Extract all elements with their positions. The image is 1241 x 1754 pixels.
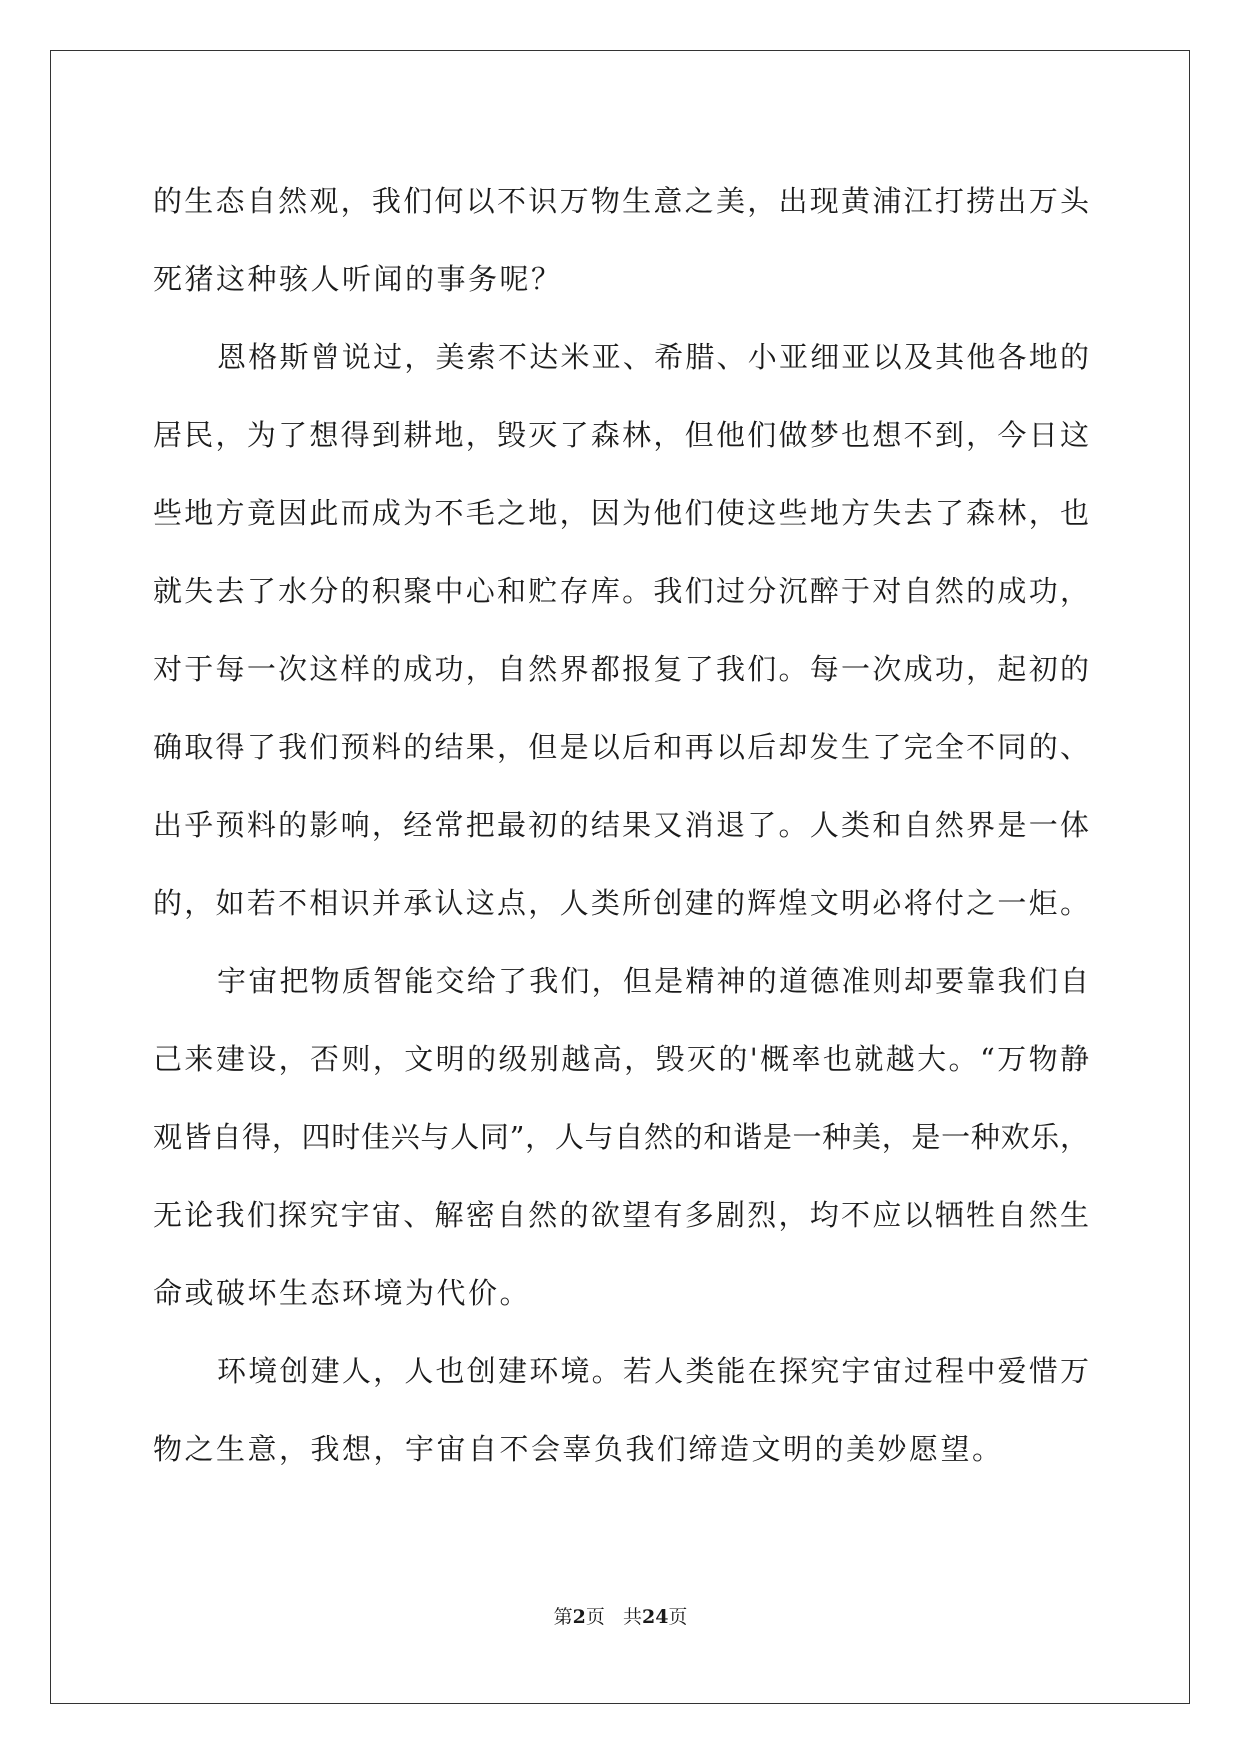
text-line: 环境创建人，人也创建环境。若人类能在探究宇宙过程中爱惜万 — [217, 1354, 1089, 1388]
text-line: 居民，为了想得到耕地，毁灭了森林，但他们做梦也想不到，今日这 — [153, 418, 1089, 452]
text-line: 命或破坏生态环境为代价。 — [153, 1276, 532, 1310]
page-footer — [0, 1602, 1241, 1629]
text-line: 些地方竟因此而成为不毛之地，因为他们使这些地方失去了森林，也 — [153, 496, 1089, 530]
text-line: 宇宙把物质智能交给了我们，但是精神的道德准则却要靠我们自 — [217, 964, 1089, 998]
text-line: 无论我们探究宇宙、解密自然的欲望有多剧烈，均不应以牺牲自然生 — [153, 1198, 1089, 1232]
text-line: 的，如若不相识并承认这点，人类所创建的辉煌文明必将付之一炬。 — [153, 886, 1089, 920]
text-line: 确取得了我们预料的结果，但是以后和再以后却发生了完全不同的、 — [153, 730, 1089, 764]
footer-prefix: 第 — [553, 1606, 573, 1628]
text-line: 己来建设，否则，文明的级别越高，毁灭的'概率也就越大。“万物静 — [153, 1042, 1089, 1076]
text-line: 物之生意，我想，宇宙自不会辜负我们缔造文明的美妙愿望。 — [153, 1432, 1004, 1466]
text-line: 恩格斯曾说过，美索不达米亚、希腊、小亚细亚以及其他各地的 — [217, 340, 1089, 374]
text-line: 出乎预料的影响，经常把最初的结果又消退了。人类和自然界是一体 — [153, 808, 1089, 842]
text-line: 的生态自然观，我们何以不识万物生意之美，出现黄浦江打捞出万头 — [153, 184, 1089, 218]
text-line: 死猪这种骇人听闻的事务呢？ — [153, 262, 563, 296]
footer-total-suffix: 页 — [668, 1606, 688, 1628]
text-line: 观皆自得，四时佳兴与人同”，人与自然的和谐是一种美，是一种欢乐， — [153, 1120, 1089, 1154]
footer-total-prefix: 共 — [622, 1606, 642, 1628]
text-line: 对于每一次这样的成功，自然界都报复了我们。每一次成功，起初的 — [153, 652, 1089, 686]
current-page-number: 2 — [572, 1606, 586, 1628]
footer-page-suffix: 页 — [585, 1606, 605, 1628]
total-page-count: 24 — [641, 1606, 669, 1628]
text-line: 就失去了水分的积聚中心和贮存库。我们过分沉醉于对自然的成功， — [153, 574, 1089, 608]
document-body — [153, 162, 1089, 1488]
